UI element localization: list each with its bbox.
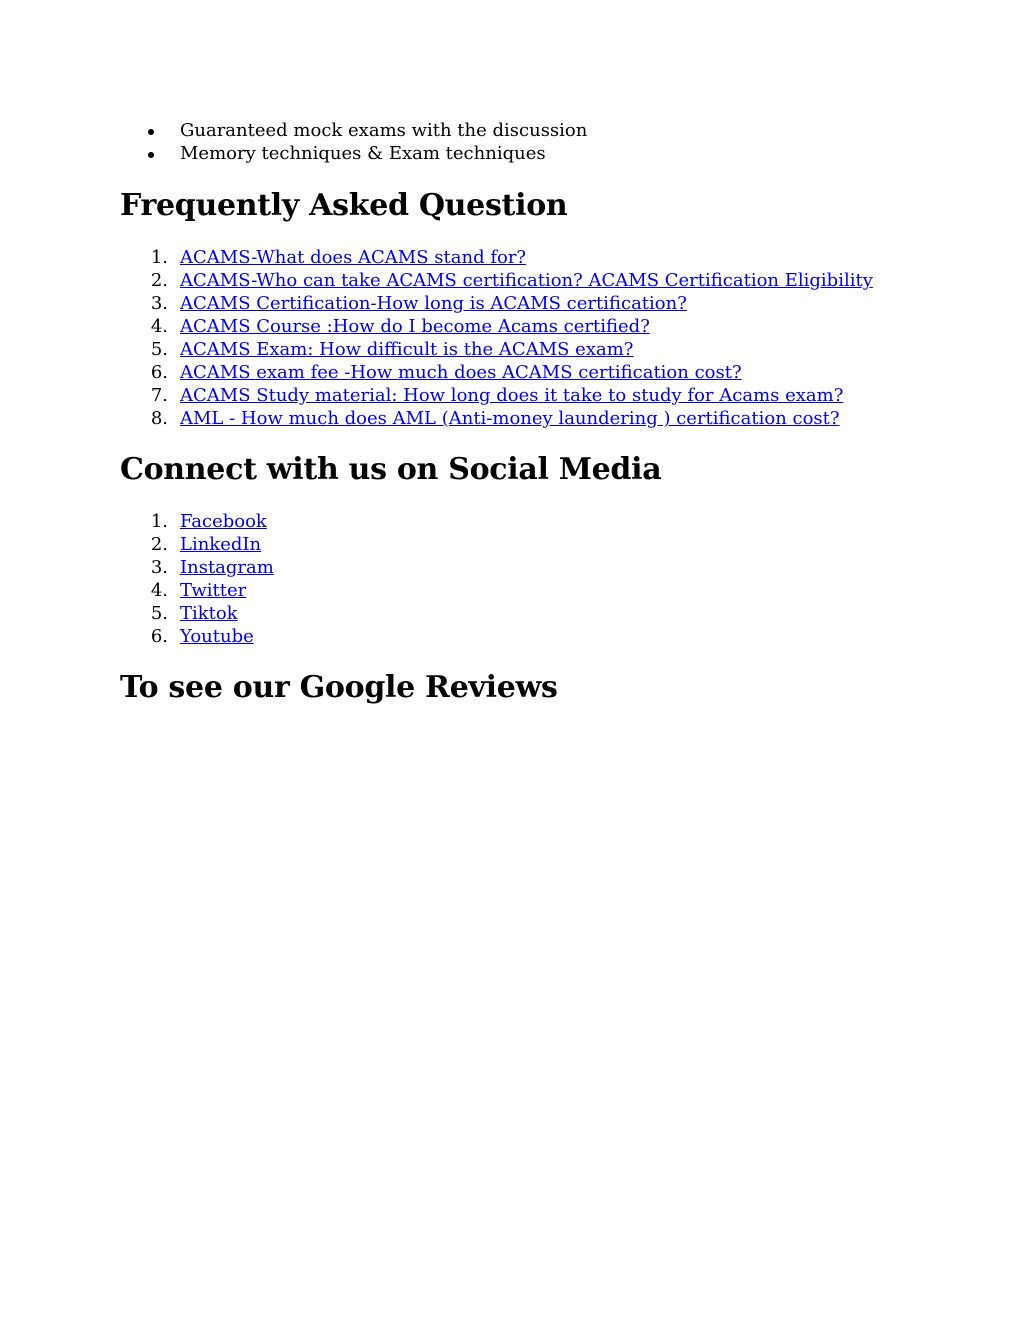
tiktok-link[interactable]: Tiktok bbox=[180, 603, 238, 624]
faq-link[interactable]: ACAMS-Who can take ACAMS certification? ACAMS Certification Eligibility bbox=[180, 270, 873, 291]
reviews-heading: To see our Google Reviews bbox=[120, 670, 558, 705]
list-number: 4. bbox=[150, 316, 168, 337]
faq-item bbox=[140, 384, 873, 407]
bullet-text: Memory techniques & Exam techniques bbox=[180, 143, 546, 164]
list-number: 2. bbox=[150, 534, 168, 555]
social-item bbox=[140, 533, 274, 556]
list-number: 4. bbox=[150, 580, 168, 601]
faq-link[interactable]: ACAMS Certification-How long is ACAMS certification? bbox=[180, 293, 687, 314]
faq-link[interactable]: ACAMS Study material: How long does it take to study for Acams exam? bbox=[180, 385, 844, 406]
list-number: 2. bbox=[150, 270, 168, 291]
faq-heading: Frequently Asked Question bbox=[120, 188, 568, 223]
social-item bbox=[140, 625, 274, 648]
twitter-link[interactable]: Twitter bbox=[180, 580, 247, 601]
social-item bbox=[140, 510, 274, 533]
instagram-link[interactable]: Instagram bbox=[180, 557, 274, 578]
faq-item bbox=[140, 269, 873, 292]
social-item bbox=[140, 602, 274, 625]
faq-item bbox=[140, 292, 873, 315]
list-number: 1. bbox=[150, 511, 168, 532]
bullet-text: Guaranteed mock exams with the discussion bbox=[180, 120, 588, 141]
list-number: 6. bbox=[150, 362, 168, 383]
list-number: 8. bbox=[150, 408, 168, 429]
list-number: 3. bbox=[150, 293, 168, 314]
list-number: 3. bbox=[150, 557, 168, 578]
feature-bullet-list bbox=[140, 119, 587, 165]
social-list bbox=[140, 510, 274, 648]
list-number: 1. bbox=[150, 247, 168, 268]
faq-link[interactable]: ACAMS Course :How do I become Acams certified? bbox=[180, 316, 650, 337]
linkedin-link[interactable]: LinkedIn bbox=[180, 534, 262, 555]
social-item bbox=[140, 579, 274, 602]
social-item bbox=[140, 556, 274, 579]
list-number: 5. bbox=[150, 603, 168, 624]
faq-link[interactable]: ACAMS exam fee -How much does ACAMS certification cost? bbox=[180, 362, 742, 383]
bullet-dot-icon bbox=[148, 129, 154, 135]
faq-item bbox=[140, 315, 873, 338]
youtube-link[interactable]: Youtube bbox=[180, 626, 254, 647]
list-number: 5. bbox=[150, 339, 168, 360]
faq-item bbox=[140, 361, 873, 384]
faq-item bbox=[140, 338, 873, 361]
social-heading: Connect with us on Social Media bbox=[120, 452, 662, 487]
list-number: 7. bbox=[150, 385, 168, 406]
bullet-item bbox=[140, 142, 587, 165]
faq-item bbox=[140, 407, 873, 430]
faq-list bbox=[140, 246, 873, 430]
facebook-link[interactable]: Facebook bbox=[180, 511, 267, 532]
faq-link[interactable]: AML - How much does AML (Anti-money laundering ) certification cost? bbox=[180, 408, 840, 429]
faq-item bbox=[140, 246, 873, 269]
faq-link[interactable]: ACAMS-What does ACAMS stand for? bbox=[180, 247, 527, 268]
faq-link[interactable]: ACAMS Exam: How difficult is the ACAMS exam? bbox=[180, 339, 634, 360]
bullet-item bbox=[140, 119, 587, 142]
bullet-dot-icon bbox=[148, 152, 154, 158]
list-number: 6. bbox=[150, 626, 168, 647]
